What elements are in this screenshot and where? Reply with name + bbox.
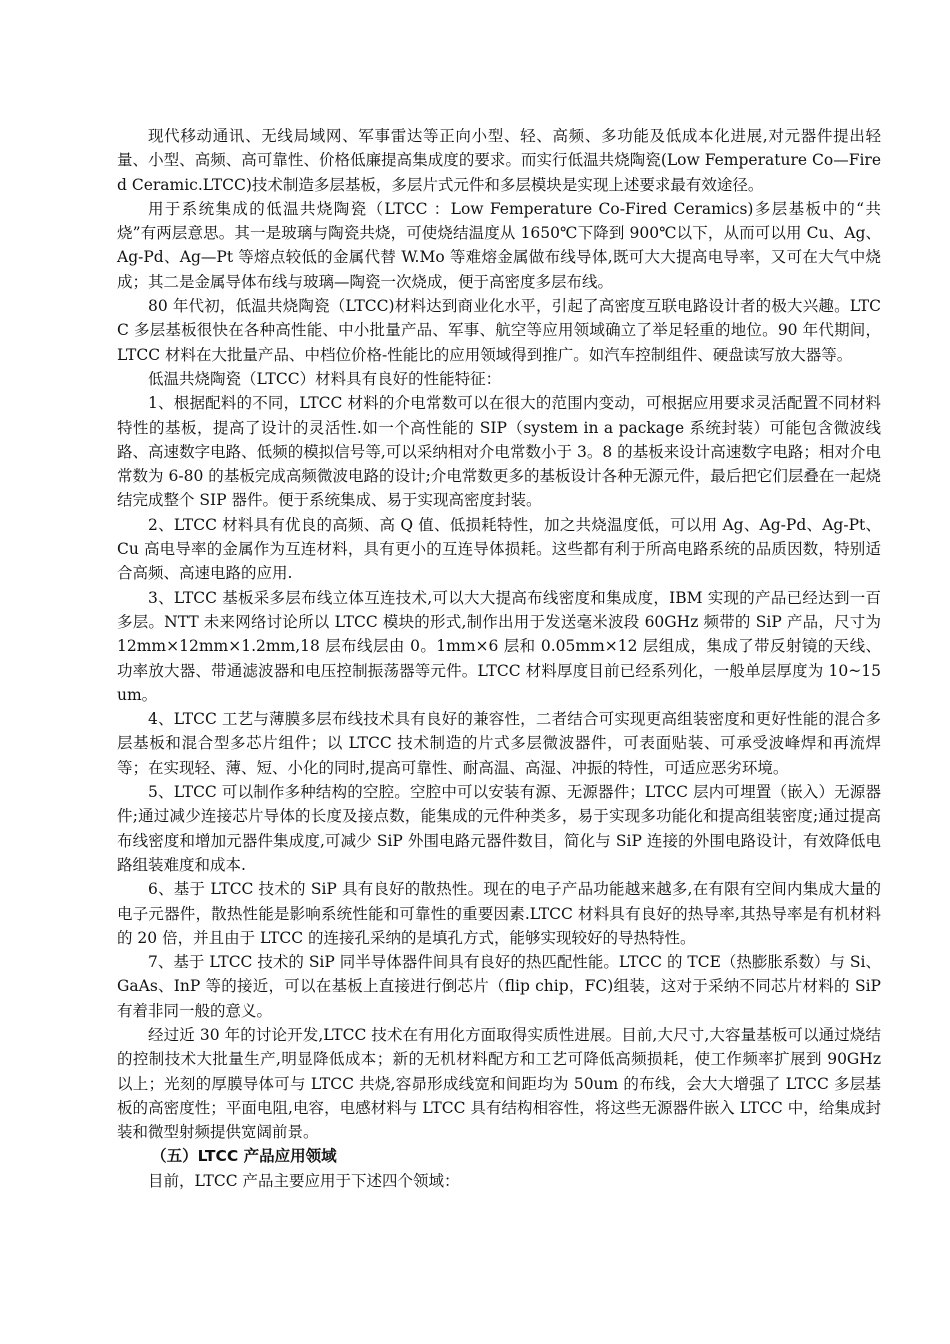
paragraph-applications-intro: 目前，LTCC 产品主要应用于下述四个领域： — [148, 1171, 460, 1190]
feature-item-5: 5、LTCC 可以制作多种结构的空腔。空腔中可以安装有源、无源器件；LTCC 层内可埋置（嵌入）无源器件;通过减少连接芯片导体的长度及接点数，能集成的元件种类多，易于实现多功能化和提高组装密度;通过提高布线密度和增加元器件集成度,可减少 SiP 外围电路元器件数目，简化与 SiP 连接的外围电路设计，有效降低电路组装难度和成本. — [117, 783, 881, 874]
paragraph-intro: 现代移动通讯、无线局域网、军事雷达等正向小型、轻、高频、多功能及低成本化进展,对元器件提出轻量、小型、高频、高可靠性、价格低廉提高集成度的要求。而实行低温共烧陶瓷(Low Femperature Co—Fired Ceramic.LTCC)技术制造多层基板，多层片式元件和多层模块是实现上述要求最有效途径。 — [117, 127, 881, 194]
section-heading: （五）LTCC 产品应用领域 — [151, 1147, 337, 1166]
paragraph-history: 80 年代初，低温共烧陶瓷（LTCC)材料达到商业化水平，引起了高密度互联电路设计者的极大兴趣。LTCC 多层基板很快在各种高性能、中小批量产品、军事、航空等应用领域确立了举足轻重的地位。90 年代期间，LTCC 材料在大批量产品、中档位价格-性能比的应用领域得到推广。如汽车控制组件、硬盘读写放大器等。 — [117, 297, 881, 364]
paragraph-cofired-meaning: 用于系统集成的低温共烧陶瓷（LTCC ：Low Femperature Co-Fired Ceramics)多层基板中的“共烧”有两层意思。其一是玻璃与陶瓷共烧，可使烧结温度从 1650℃下降到 900℃以下，从而可以用 Cu、Ag、Ag-Pd、Ag—Pt 等熔点较低的金属代替 W.Mo 等难熔金属做布线导体,既可大大提高电导率，又可在大气中烧成；其二是金属导体布线与玻璃—陶瓷一次烧成，便于高密度多层布线。 — [117, 199, 881, 291]
paragraph-features-intro: 低温共烧陶瓷（LTCC）材料具有良好的性能特征： — [148, 369, 502, 388]
feature-item-2: 2、LTCC 材料具有优良的高频、高 Q 值、低损耗特性，加之共烧温度低，可以用 Ag、Ag-Pd、Ag-Pt、Cu 高电导率的金属作为互连材料，具有更小的互连导体损耗。这些都有利于所高电路系统的品质因数，特别适合高频、高速电路的应用. — [117, 515, 881, 583]
document-body — [117, 124, 881, 1193]
feature-item-3: 3、LTCC 基板采多层布线立体互连技术,可以大大提高布线密度和集成度，IBM 实现的产品已经达到一百多层。NTT 未来网络讨论所以 LTCC 模块的形式,制作出用于发送毫米波段 60GHz 频带的 SiP 产品，尺寸为 12mm×12mm×1.2mm,18 层布线层由 0。1mm×6 层和 0.05mm×12 层组成，集成了带反射镜的天线、功率放大器、带通滤波器和电压控制振荡器等元件。LTCC 材料厚度目前已经系列化，一般单层厚度为 10~15um。 — [117, 588, 881, 704]
paragraph-progress: 经过近 30 年的讨论开发,LTCC 技术在有用化方面取得实质性进展。目前,大尺寸,大容量基板可以通过烧结的控制技术大批量生产,明显降低成本；新的无机材料配方和工艺可降低高频损耗，使工作频率扩展到 90GHz 以上；光刻的厚膜导体可与 LTCC 共烧,容昴形成线宽和间距均为 50um 的布线，会大大增强了 LTCC 多层基板的高密度性；平面电阻,电容，电感材料与 LTCC 具有结构相容性，将这些无源器件嵌入 LTCC 中，给集成封装和微型射频提供宽阔前景。 — [117, 1025, 881, 1142]
feature-item-4: 4、LTCC 工艺与薄膜多层布线技术具有良好的兼容性，二者结合可实现更高组装密度和更好性能的混合多层基板和混合型多芯片组件；以 LTCC 技术制造的片式多层微波器件，可表面贴装、可承受波峰焊和再流焊等；在实现轻、薄、短、小化的同时,提高可靠性、耐高温、高湿、冲振的特性，可适应恶劣环境。 — [117, 710, 881, 777]
feature-item-6: 6、基于 LTCC 技术的 SiP 具有良好的散热性。现在的电子产品功能越来越多,在有限有空间内集成大量的电子元器件，散热性能是影响系统性能和可靠性的重要因素.LTCC 材料具有良好的热导率,其热导率是有机材料的 20 倍，并且由于 LTCC 的连接孔采纳的是填孔方式，能够实现较好的导热特性。 — [117, 880, 881, 947]
feature-item-1: 1、根据配料的不同，LTCC 材料的介电常数可以在很大的范围内变动，可根据应用要求灵活配置不同材料特性的基板，提高了设计的灵活性.如一个高性能的 SIP（system in a package 系统封装）可能包含微波线路、高速数字电路、低频的模拟信号等,可以采纳相对介电常数小于 3。8 的基板来设计高速数字电路；相对介电常数为 6-80 的基板完成高频微波电路的设计;介电常数更多的基板设计各种无源元件，最后把它们层叠在一起烧结完成整个 SIP 器件。便于系统集成、易于实现高密度封装。 — [117, 394, 881, 510]
feature-item-7: 7、基于 LTCC 技术的 SiP 同半导体器件间具有良好的热匹配性能。LTCC 的 TCE（热膨胀系数）与 Si、GaAs、InP 等的接近，可以在基板上直接进行倒芯片（flip chip，FC)组装，这对于采纳不同芯片材料的 SiP 有着非同一般的意义。 — [117, 953, 881, 1020]
